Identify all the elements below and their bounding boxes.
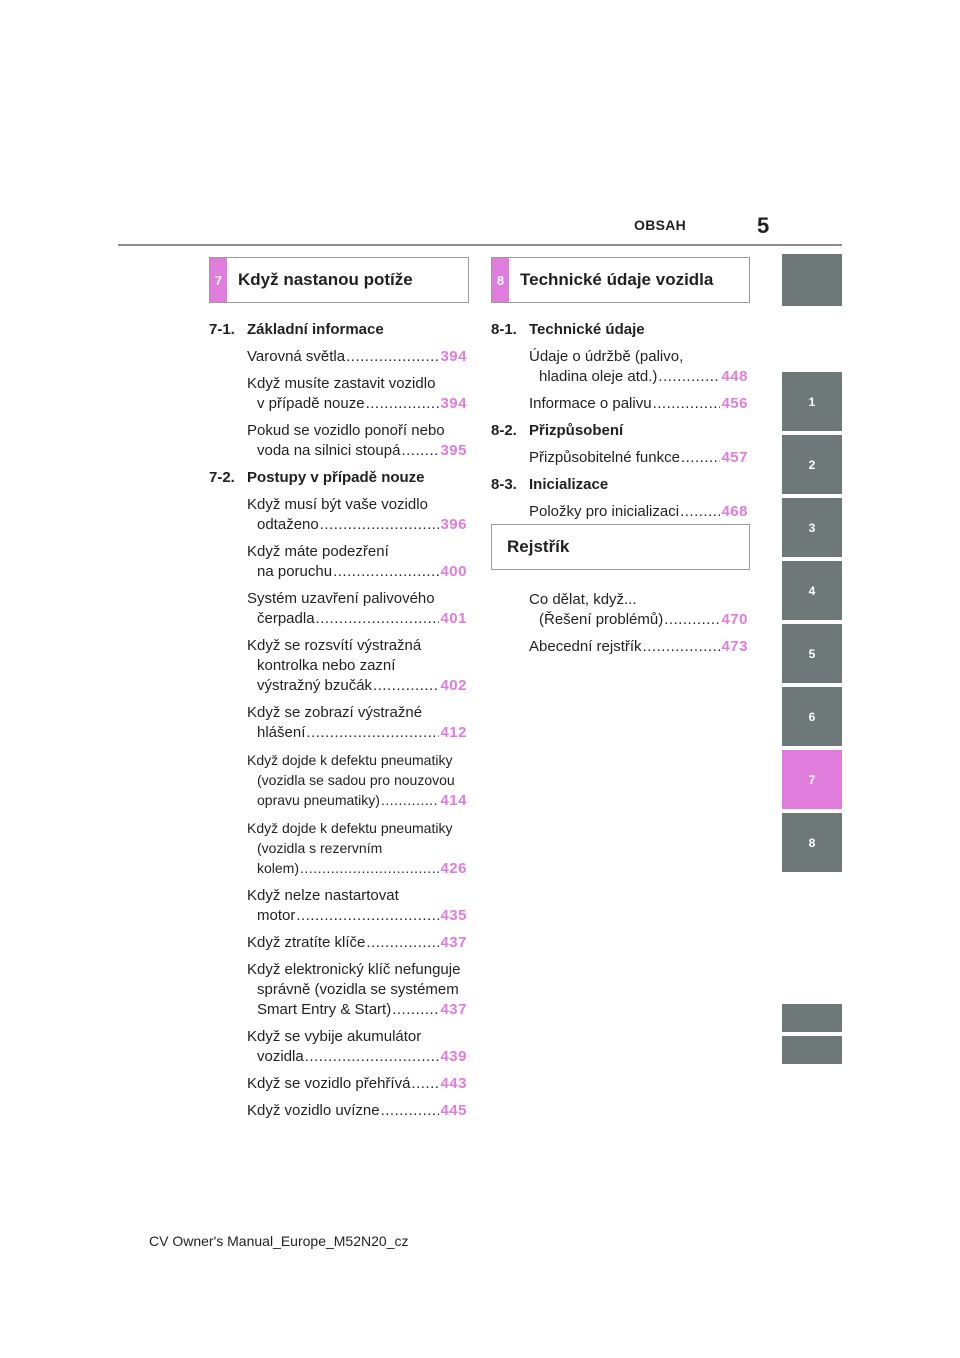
side-tab-blank [782, 254, 842, 306]
footer-text: CV Owner's Manual_Europe_M52N20_cz [149, 1233, 409, 1249]
toc-group-title: 7-1. Základní informace [209, 321, 384, 338]
page-ref[interactable]: 456 [721, 395, 748, 412]
section-7-header [209, 257, 469, 303]
toc-group-8-3 [491, 475, 748, 522]
toc-entry[interactable]: Co dělat, když... (Řešení problémů) ..... 470 [491, 590, 748, 630]
page-ref[interactable]: 437 [440, 1001, 467, 1018]
toc-right-column [491, 320, 748, 529]
page-number: 5 [757, 213, 770, 238]
toc-entry[interactable]: Systém uzavření palivového čerpadla ..... 401 [209, 589, 467, 629]
toc-group-title: 8-1. Technické údaje [491, 321, 645, 338]
toc-group-title: 7-2. Postupy v případě nouze [209, 469, 425, 486]
toc-entry[interactable]: Údaje o údržbě (palivo, hladina oleje atd.) ..... 448 [491, 347, 748, 387]
header-rule [118, 244, 842, 246]
page-ref[interactable]: 400 [440, 563, 467, 580]
toc-entry[interactable]: Když dojde k defektu pneumatiky (vozidla s rezervním kolem) ..... 426 [209, 818, 467, 879]
page-ref[interactable]: 470 [721, 611, 748, 628]
side-tab-4[interactable]: 4 [782, 561, 842, 620]
toc-entry[interactable]: Abecední rejstřík ..... 473 [491, 637, 748, 657]
toc-entry[interactable]: Když se vybije akumulátor vozidla ..... 439 [209, 1027, 467, 1067]
toc-group-7-2 [209, 468, 467, 1121]
toc-entry[interactable]: Varovná světla ..... 394 [209, 347, 467, 367]
side-tab-index-a [782, 1004, 842, 1032]
toc-entry[interactable]: Když vozidlo uvízne ..... 445 [209, 1101, 467, 1121]
toc-entry[interactable]: Když dojde k defektu pneumatiky (vozidla se sadou pro nouzovou opravu pneumatiky) ..... 414 [209, 750, 467, 811]
side-tab-8[interactable]: 8 [782, 813, 842, 872]
toc-entry[interactable]: Když ztratíte klíče ..... 437 [209, 933, 467, 953]
toc-entry[interactable]: Když se rozsvítí výstražná kontrolka nebo zazní výstražný bzučák ..... 402 [209, 636, 467, 696]
toc-group-8-2 [491, 421, 748, 468]
page-ref[interactable]: 426 [440, 860, 467, 877]
page-ref[interactable]: 414 [440, 792, 467, 809]
page-ref[interactable]: 437 [440, 934, 467, 951]
page-ref[interactable]: 457 [721, 449, 748, 466]
page-ref[interactable]: 402 [440, 677, 467, 694]
page-ref[interactable]: 443 [440, 1075, 467, 1092]
index-section-header [491, 524, 750, 570]
toc-entry[interactable]: Pokud se vozidlo ponoří nebo voda na silnici stoupá ..... 395 [209, 421, 467, 461]
toc-entry[interactable]: Když se vozidlo přehřívá ..... 443 [209, 1074, 467, 1094]
page-ref[interactable]: 394 [440, 395, 467, 412]
toc-group-title: 8-2. Přizpůsobení [491, 422, 624, 439]
index-section-title: Rejstřík [507, 537, 570, 556]
page-ref[interactable]: 395 [440, 442, 467, 459]
toc-left-column [209, 320, 467, 1128]
toc-entry[interactable]: Když se zobrazí výstražné hlášení ..... 412 [209, 703, 467, 743]
header-title: OBSAH [634, 217, 687, 233]
page-ref[interactable]: 445 [440, 1102, 467, 1119]
page-ref[interactable]: 435 [440, 907, 467, 924]
toc-group-title: 8-3. Inicializace [491, 476, 609, 493]
page-ref[interactable]: 401 [440, 610, 467, 627]
toc-entry[interactable]: Když máte podezření na poruchu ..... 400 [209, 542, 467, 582]
section-7-tab: 7 [210, 258, 227, 302]
toc-entry[interactable]: Když elektronický klíč nefunguje správně (vozidla se systémem Smart Entry & Start) ..... 437 [209, 960, 467, 1020]
side-tab-6[interactable]: 6 [782, 687, 842, 746]
toc-entry[interactable]: Když nelze nastartovat motor ..... 435 [209, 886, 467, 926]
toc-entry[interactable]: Když musí být vaše vozidlo odtaženo ..... 396 [209, 495, 467, 535]
page-ref[interactable]: 396 [440, 516, 467, 533]
toc-entry[interactable]: Položky pro inicializaci ..... 468 [491, 502, 748, 522]
side-tab-2[interactable]: 2 [782, 435, 842, 494]
side-tab-7[interactable]: 7 [782, 750, 842, 809]
section-8-title: Technické údaje vozidla [520, 270, 714, 289]
side-tab-3[interactable]: 3 [782, 498, 842, 557]
side-tab-1[interactable]: 1 [782, 372, 842, 431]
toc-entry[interactable]: Když musíte zastavit vozidlo v případě nouze ..... 394 [209, 374, 467, 414]
page-ref[interactable]: 439 [440, 1048, 467, 1065]
page-ref[interactable]: 412 [440, 724, 467, 741]
toc-entry[interactable]: Informace o palivu ..... 456 [491, 394, 748, 414]
page-ref[interactable]: 468 [721, 503, 748, 520]
section-7-title: Když nastanou potíže [238, 270, 413, 289]
toc-index-column [491, 590, 748, 664]
toc-group-7-1 [209, 320, 467, 461]
section-8-header [491, 257, 750, 303]
toc-entry[interactable]: Přizpůsobitelné funkce ..... 457 [491, 448, 748, 468]
side-tab-index-b [782, 1036, 842, 1064]
section-8-tab: 8 [492, 258, 509, 302]
side-tab-5[interactable]: 5 [782, 624, 842, 683]
toc-group-8-1 [491, 320, 748, 414]
page-ref[interactable]: 394 [440, 348, 467, 365]
page-ref[interactable]: 448 [721, 368, 748, 385]
page-ref[interactable]: 473 [721, 638, 748, 655]
